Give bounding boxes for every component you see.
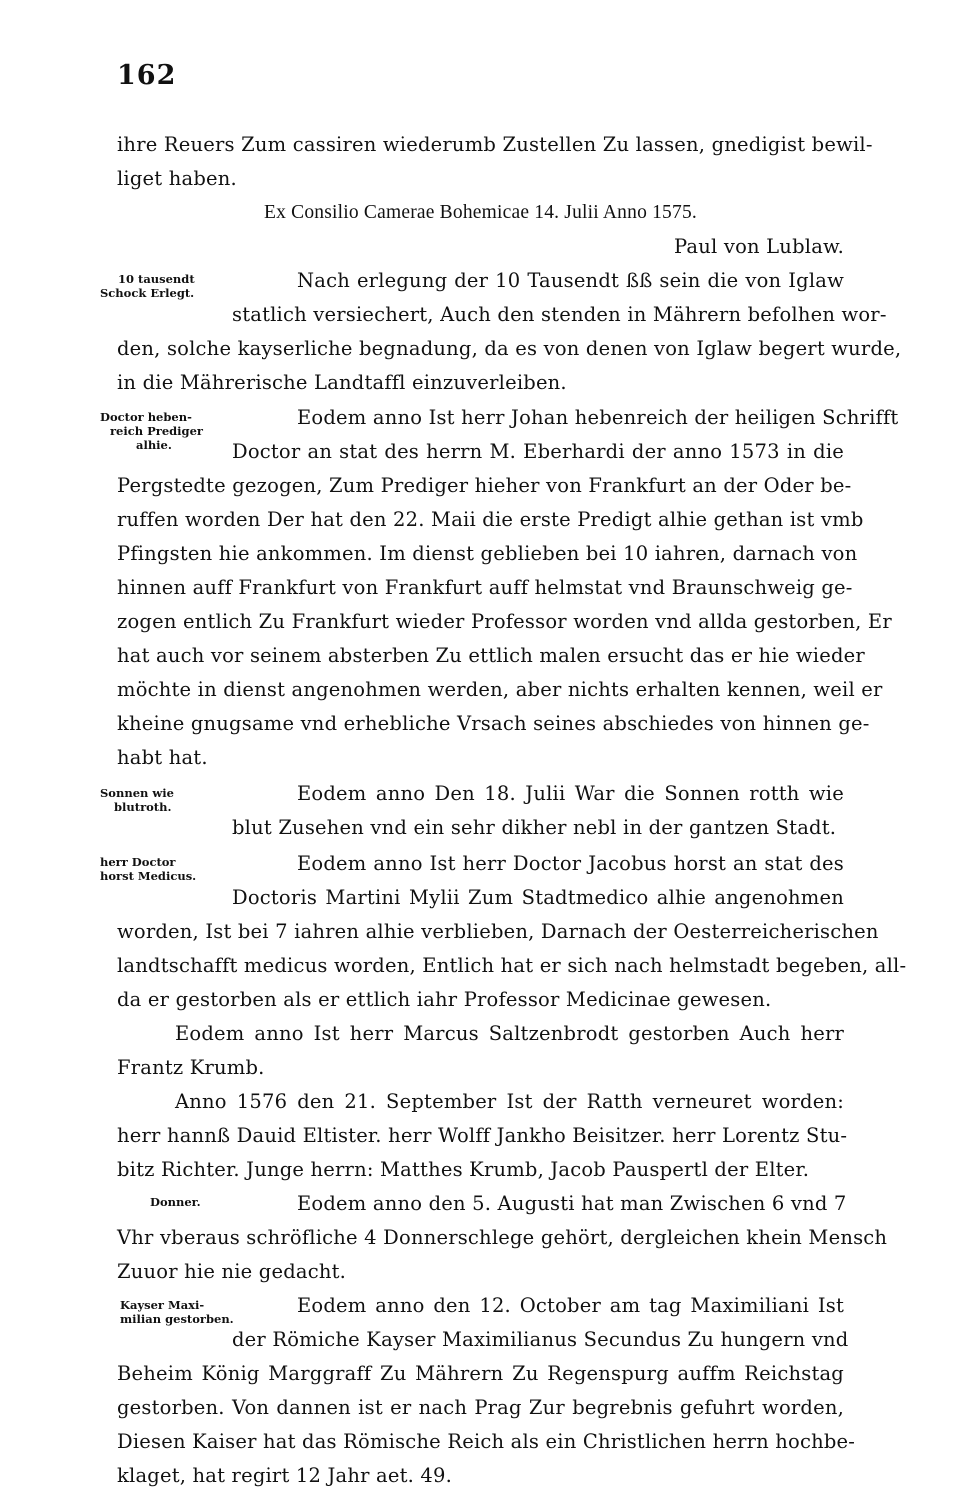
text-line: liget haben. xyxy=(117,167,237,190)
text-line: Vhr vberaus schröfliche 4 Donnerschlege gehört, dergleichen khein Mensch xyxy=(117,1226,888,1249)
marginal-note-line: Doctor heben- xyxy=(100,410,192,424)
text-line: bitz Richter. Junge herrn: Matthes Krumb, Jacob Pauspertl der Elter. xyxy=(117,1158,810,1181)
text-line: hat auch vor seinem absterben Zu ettlich malen ersucht das er hie wieder xyxy=(117,644,865,667)
text-line: ruffen worden Der hat den 22. Maii die erste Predigt alhie gethan ist vmb xyxy=(117,508,864,531)
text-line: in die Mährerische Landtaffl einzuverleiben. xyxy=(117,371,567,394)
text-line: Anno 1576 den 21. September Ist der Ratth verneuret worden: xyxy=(175,1090,844,1113)
marginal-note xyxy=(120,1298,260,1326)
text-line: Eodem anno den 5. Augusti hat man Zwischen 6 vnd 7 xyxy=(297,1192,847,1215)
text-line: Ex Consilio Camerae Bohemicae 14. Julii Anno 1575. xyxy=(264,202,697,223)
text-line: Eodem anno Ist herr Marcus Saltzenbrodt gestorben Auch herr xyxy=(175,1022,844,1045)
marginal-note-line: Schock Erlegt. xyxy=(100,286,195,300)
text-line: Frantz Krumb. xyxy=(117,1056,265,1079)
marginal-note-line: herr Doctor xyxy=(100,855,176,869)
marginal-note-line: horst Medicus. xyxy=(100,869,197,883)
text-line: Nach erlegung der 10 Tausendt ßß sein die von Iglaw xyxy=(297,269,844,292)
text-line: landtschafft medicus worden, Entlich hat er sich nach helmstadt begeben, all- xyxy=(117,954,907,977)
text-line: Zuuor hie nie gedacht. xyxy=(117,1260,347,1283)
marginal-note-line: Sonnen wie xyxy=(100,786,174,800)
marginal-note xyxy=(100,855,240,883)
text-line: herr hannß Dauid Eltister. herr Wolff Jankho Beisitzer. herr Lorentz Stu- xyxy=(117,1124,848,1147)
marginal-note xyxy=(150,1195,290,1209)
text-line: Eodem anno Ist herr Doctor Jacobus horst an stat des xyxy=(297,852,844,875)
text-line: den, solche kayserliche begnadung, da es von denen von Iglaw begert wurde, xyxy=(117,337,902,360)
text-line: blut Zusehen vnd ein sehr dikher nebl in der gantzen Stadt. xyxy=(232,816,837,839)
marginal-note-line: reich Prediger xyxy=(110,424,203,438)
marginal-note xyxy=(100,786,240,814)
text-line: Doctoris Martini Mylii Zum Stadtmedico alhie angenohmen xyxy=(232,886,844,909)
text-line: zogen entlich Zu Frankfurt wieder Professor worden vnd allda gestorben, Er xyxy=(117,610,892,633)
marginal-note-line: 10 tausendt xyxy=(118,272,195,286)
page-number: 162 xyxy=(117,60,177,91)
text-line: ihre Reuers Zum cassiren wiederumb Zustellen Zu lassen, gnedigist bewil- xyxy=(117,133,873,156)
text-line: klaget, hat regirt 12 Jahr aet. 49. xyxy=(117,1464,453,1487)
marginal-note-line: Kayser Maxi- xyxy=(120,1298,205,1312)
text-line: Eodem anno Den 18. Julii War die Sonnen rotth wie xyxy=(297,782,844,805)
marginal-note xyxy=(100,272,240,300)
text-line: habt hat. xyxy=(117,746,208,769)
marginal-note-line: alhie. xyxy=(136,438,172,452)
text-line: Beheim König Marggraff Zu Mährern Zu Regenspurg auffm Reichstag xyxy=(117,1362,844,1385)
marginal-note-line: blutroth. xyxy=(114,800,172,814)
marginal-note xyxy=(100,410,240,452)
text-line: Eodem anno den 12. October am tag Maximiliani Ist xyxy=(297,1294,844,1317)
text-line: Pfingsten hie ankommen. Im dienst geblieben bei 10 iahren, darnach von xyxy=(117,542,858,565)
text-line: kheine gnugsame vnd erhebliche Vrsach seines abschiedes von hinnen ge- xyxy=(117,712,870,735)
text-line: der Römiche Kayser Maximilianus Secundus Zu hungern vnd xyxy=(232,1328,849,1351)
text-line: Pergstedte gezogen, Zum Prediger hieher von Frankfurt an der Oder be- xyxy=(117,474,852,497)
text-line: Diesen Kaiser hat das Römische Reich als ein Christlichen herrn hochbe- xyxy=(117,1430,856,1453)
text-line: möchte in dienst angenohmen werden, aber nichts erhalten kennen, weil er xyxy=(117,678,883,701)
text-line: da er gestorben als er ettlich iahr Professor Medicinae gewesen. xyxy=(117,988,772,1011)
text-line: gestorben. Von dannen ist er nach Prag Zur begrebnis gefuhrt worden, xyxy=(117,1396,844,1419)
text-line: Doctor an stat des herrn M. Eberhardi der anno 1573 in die xyxy=(232,440,844,463)
marginal-note-line: milian gestorben. xyxy=(120,1312,234,1326)
text-line: worden, Ist bei 7 iahren alhie verblieben, Darnach der Oesterreicherischen xyxy=(117,920,879,943)
text-line: statlich versiechert, Auch den stenden in Mährern befolhen wor- xyxy=(232,303,887,326)
signature-line: Paul von Lublaw. xyxy=(673,235,844,258)
marginal-note-line: Donner. xyxy=(150,1195,201,1209)
text-line: hinnen auff Frankfurt von Frankfurt auff helmstat vnd Braunschweig ge- xyxy=(117,576,853,599)
text-line: Eodem anno Ist herr Johan hebenreich der heiligen Schrifft xyxy=(297,406,899,429)
